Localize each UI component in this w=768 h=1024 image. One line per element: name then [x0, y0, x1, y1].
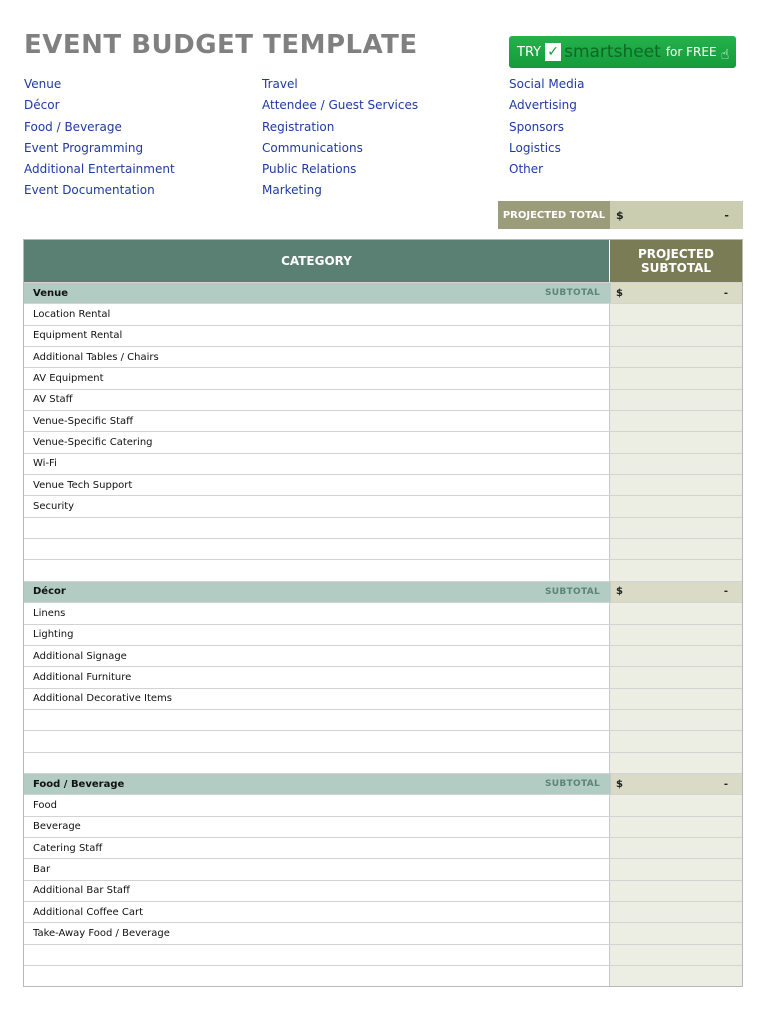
subtotal-value: - [723, 586, 728, 598]
table-row [24, 709, 742, 730]
checkmark-icon: ✓ [545, 43, 561, 61]
link-logistics[interactable]: Logistics [509, 140, 561, 155]
table-body [24, 282, 742, 986]
link-additional-entertainment[interactable]: Additional Entertainment [24, 162, 175, 177]
item-name-cell[interactable]: Equipment Rental [33, 330, 123, 342]
item-name-cell[interactable]: Additional Tables / Chairs [33, 351, 159, 363]
item-amount-cell[interactable] [609, 475, 742, 495]
subtotal-currency: $ [616, 586, 623, 598]
section-title-cell[interactable] [24, 283, 610, 303]
link-marketing[interactable]: Marketing [262, 183, 322, 198]
banner-free-text: for FREE [665, 45, 717, 59]
link-advertising[interactable]: Advertising [509, 98, 577, 113]
link-communications[interactable]: Communications [262, 140, 363, 155]
item-amount-cell[interactable] [609, 945, 742, 965]
item-amount-cell[interactable] [609, 881, 742, 901]
item-name-cell[interactable]: Additional Signage [33, 650, 127, 662]
item-amount-cell[interactable] [609, 731, 742, 751]
item-amount-cell[interactable] [609, 902, 742, 922]
item-amount-cell[interactable] [609, 625, 742, 645]
category-header: CATEGORY [24, 240, 609, 282]
item-amount-cell[interactable] [609, 838, 742, 858]
section-title-cell[interactable] [24, 582, 610, 602]
table-row [24, 517, 742, 538]
link-decor[interactable]: Décor [24, 98, 60, 113]
section-subtotal-cell[interactable] [610, 582, 742, 602]
table-row [24, 474, 742, 495]
item-amount-cell[interactable] [609, 560, 742, 580]
table-row [24, 303, 742, 324]
projected-total-currency: $ [616, 208, 624, 222]
link-attendee-guest-services[interactable]: Attendee / Guest Services [262, 98, 419, 113]
item-name-cell[interactable]: Additional Coffee Cart [33, 906, 143, 918]
item-amount-cell[interactable] [609, 859, 742, 879]
table-row [24, 880, 742, 901]
link-food-beverage[interactable]: Food / Beverage [24, 119, 122, 134]
item-name-cell[interactable]: Venue-Specific Catering [33, 437, 153, 449]
link-social-media[interactable]: Social Media [509, 77, 585, 91]
item-amount-cell[interactable] [609, 496, 742, 516]
table-row [24, 495, 742, 516]
item-amount-cell[interactable] [609, 795, 742, 815]
subtotal-currency: $ [616, 778, 623, 790]
table-row [24, 752, 742, 773]
projected-total-value: - [724, 208, 729, 222]
table-row [24, 816, 742, 837]
item-amount-cell[interactable] [609, 753, 742, 773]
section-row [24, 282, 742, 303]
section-title: Décor [33, 586, 66, 598]
table-row [24, 389, 742, 410]
item-name-cell[interactable]: Location Rental [33, 309, 111, 321]
item-amount-cell[interactable] [609, 390, 742, 410]
item-name-cell[interactable]: Catering Staff [33, 842, 103, 854]
link-venue[interactable]: Venue [24, 77, 62, 91]
try-smartsheet-banner[interactable] [509, 36, 736, 68]
item-amount-cell[interactable] [609, 454, 742, 474]
subtotal-label: SUBTOTAL [545, 288, 600, 299]
table-row [24, 730, 742, 751]
item-name-cell[interactable]: Venue-Specific Staff [33, 415, 134, 427]
item-name-cell[interactable] [24, 753, 609, 773]
section-title-cell[interactable] [24, 774, 610, 794]
page-title: EVENT BUDGET TEMPLATE [24, 30, 418, 60]
item-name-cell[interactable] [24, 731, 609, 751]
item-name-cell[interactable]: AV Staff [33, 394, 73, 406]
item-amount-cell[interactable] [609, 432, 742, 452]
item-name-cell[interactable]: Additional Bar Staff [33, 885, 130, 897]
section-title: Venue [33, 287, 68, 299]
table-row [24, 794, 742, 815]
item-name-cell[interactable] [24, 518, 609, 538]
table-row [24, 965, 742, 986]
table-row [24, 367, 742, 388]
link-event-documentation[interactable]: Event Documentation [24, 183, 155, 198]
projected-subtotal-header: PROJECTED SUBTOTAL [609, 240, 742, 282]
item-amount-cell[interactable] [609, 518, 742, 538]
section-subtotal-cell[interactable] [610, 774, 742, 794]
item-amount-cell[interactable] [609, 603, 742, 623]
table-row [24, 624, 742, 645]
link-column-3 [509, 74, 749, 180]
item-name-cell[interactable]: Additional Furniture [33, 671, 132, 683]
link-column-2 [262, 74, 502, 202]
link-travel[interactable]: Travel [262, 77, 298, 91]
table-row [24, 688, 742, 709]
table-row [24, 538, 742, 559]
table-row [24, 431, 742, 452]
table-row [24, 559, 742, 580]
subtotal-value: - [723, 287, 728, 299]
item-amount-cell[interactable] [609, 923, 742, 943]
table-row [24, 666, 742, 687]
subtotal-currency: $ [616, 287, 623, 299]
table-row [24, 858, 742, 879]
table-row [24, 837, 742, 858]
item-name-cell[interactable]: Beverage [33, 821, 81, 833]
subtotal-value: - [723, 778, 728, 790]
item-amount-cell[interactable] [609, 689, 742, 709]
item-amount-cell[interactable] [609, 539, 742, 559]
item-amount-cell[interactable] [609, 646, 742, 666]
link-other[interactable]: Other [509, 162, 544, 177]
subtotal-label: SUBTOTAL [545, 586, 600, 597]
item-name-cell[interactable] [24, 945, 609, 965]
link-public-relations[interactable]: Public Relations [262, 162, 357, 177]
table-row [24, 410, 742, 431]
item-amount-cell[interactable] [609, 326, 742, 346]
table-row [24, 346, 742, 367]
table-row [24, 944, 742, 965]
banner-try-text: TRY [517, 44, 542, 60]
item-amount-cell[interactable] [609, 667, 742, 687]
item-name-cell[interactable]: Food [33, 799, 57, 811]
pointer-hand-icon: ☝ [720, 47, 730, 63]
item-amount-cell[interactable] [609, 411, 742, 431]
item-name-cell[interactable]: Venue Tech Support [33, 479, 133, 491]
item-amount-cell[interactable] [609, 368, 742, 388]
item-name-cell[interactable]: Take-Away Food / Beverage [33, 927, 170, 939]
item-amount-cell[interactable] [609, 304, 742, 324]
item-name-cell[interactable] [24, 539, 609, 559]
link-column-1 [24, 74, 264, 202]
item-name-cell[interactable] [24, 710, 609, 730]
banner-brand-text: smartsheet [564, 42, 661, 62]
item-name-cell[interactable]: Wi-Fi [33, 458, 57, 470]
table-row [24, 602, 742, 623]
item-name-cell[interactable] [24, 560, 609, 580]
subtotal-label: SUBTOTAL [545, 779, 600, 790]
item-name-cell[interactable] [24, 966, 609, 986]
item-name-cell[interactable]: Additional Decorative Items [33, 693, 173, 705]
table-row [24, 922, 742, 943]
table-row [24, 453, 742, 474]
table-header [24, 240, 742, 282]
item-name-cell[interactable]: Security [33, 501, 75, 513]
section-subtotal-cell[interactable] [610, 283, 742, 303]
section-row [24, 581, 742, 602]
item-amount-cell[interactable] [609, 347, 742, 367]
item-name-cell[interactable]: AV Equipment [33, 373, 104, 385]
projected-total [498, 201, 743, 229]
table-row [24, 325, 742, 346]
item-name-cell[interactable]: Linens [33, 607, 66, 619]
item-amount-cell[interactable] [609, 817, 742, 837]
table-row [24, 645, 742, 666]
projected-total-cell[interactable] [610, 201, 743, 229]
link-sponsors[interactable]: Sponsors [509, 119, 564, 134]
table-row [24, 901, 742, 922]
section-title: Food / Beverage [33, 778, 125, 790]
link-event-programming[interactable]: Event Programming [24, 140, 144, 155]
item-name-cell[interactable]: Bar [33, 863, 51, 875]
projected-total-label: PROJECTED TOTAL [498, 201, 610, 229]
item-name-cell[interactable]: Lighting [33, 629, 74, 641]
budget-table [23, 239, 743, 987]
item-amount-cell[interactable] [609, 966, 742, 986]
link-registration[interactable]: Registration [262, 119, 335, 134]
item-amount-cell[interactable] [609, 710, 742, 730]
section-row [24, 773, 742, 794]
